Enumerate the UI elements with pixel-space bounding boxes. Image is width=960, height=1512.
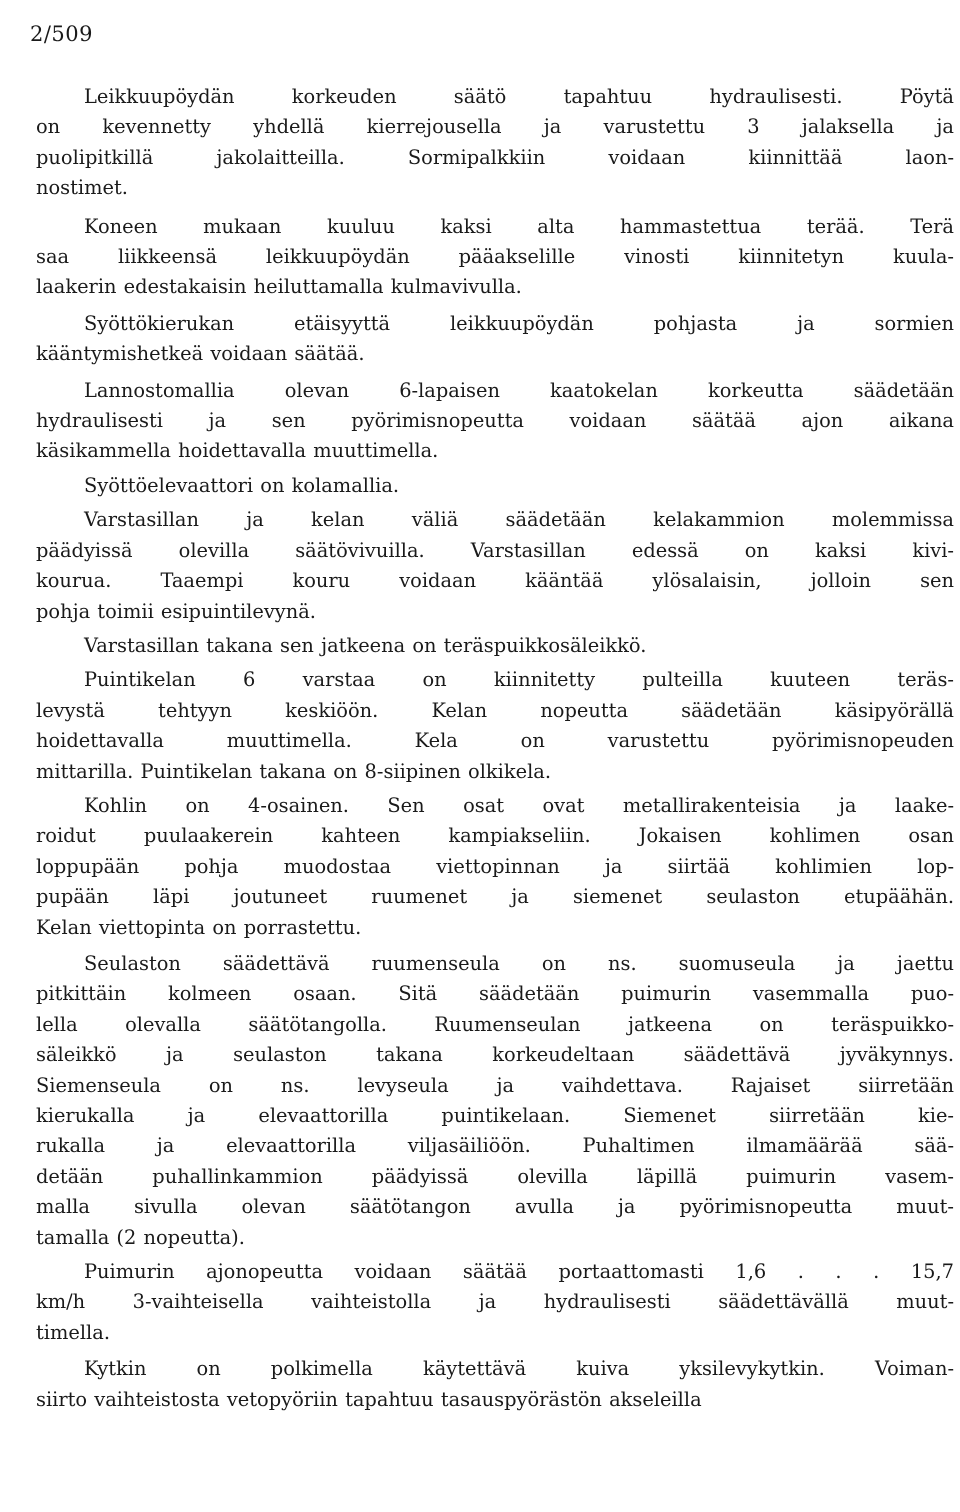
text-line: hydraulisesti ja sen pyörimisnopeutta voidaan säätää ajon aikana bbox=[36, 409, 954, 433]
text-line: Siemenseula on ns. levyseula ja vaihdettava. Rajaiset siirretään bbox=[36, 1073, 954, 1097]
body-text bbox=[36, 82, 954, 1419]
text-line: Kelan viettopinta on porrastettu. bbox=[36, 915, 362, 939]
text-line: hoidettavalla muuttimella. Kela on varustettu pyörimisnopeuden bbox=[36, 729, 954, 753]
text-line: kääntymishetkeä voidaan säätää. bbox=[36, 342, 365, 366]
text-line: tamalla (2 nopeutta). bbox=[36, 1225, 245, 1249]
text-line: nostimet. bbox=[36, 176, 128, 200]
paragraph bbox=[36, 1354, 954, 1415]
text-line: kourua. Taaempi kouru voidaan kääntää ylösalaisin, jolloin sen bbox=[36, 569, 954, 593]
paragraph bbox=[36, 212, 954, 303]
text-line: siirto vaihteistosta vetopyöriin tapahtuu tasauspyörästön akseleilla bbox=[36, 1387, 702, 1411]
text-line: puolipitkillä jakolaitteilla. Sormipalkkiin voidaan kiinnittää laon- bbox=[36, 145, 954, 169]
text-line: km/h 3-vaihteisella vaihteistolla ja hydraulisesti säädettävällä muut- bbox=[36, 1290, 954, 1314]
text-line: roidut puulaakerein kahteen kampiakseliin. Jokaisen kohlimen osan bbox=[36, 824, 954, 848]
text-line: pitkittäin kolmeen osaan. Sitä säädetään puimurin vasemmalla puo- bbox=[36, 982, 954, 1006]
text-line: Leikkuupöydän korkeuden säätö tapahtuu hydraulisesti. Pöytä bbox=[84, 85, 954, 108]
paragraph bbox=[36, 949, 954, 1253]
paragraph bbox=[36, 309, 954, 370]
text-line: Koneen mukaan kuuluu kaksi alta hammastettua terää. Terä bbox=[84, 214, 954, 238]
text-line: säleikkö ja seulaston takana korkeudeltaan säädettävä jyväkynnys. bbox=[36, 1043, 954, 1067]
text-line: on kevennetty yhdellä kierrejousella ja varustettu 3 jalaksella ja bbox=[36, 115, 954, 139]
text-line: timella. bbox=[36, 1320, 110, 1344]
text-line: malla sivulla olevan säätötangon avulla ja pyörimisnopeutta muut- bbox=[36, 1195, 954, 1219]
text-line: Varstasillan takana sen jatkeena on teräspuikkosäleikkö. bbox=[84, 633, 647, 657]
paragraph bbox=[36, 1257, 954, 1348]
text-line: käsikammella hoidettavalla muuttimella. bbox=[36, 439, 439, 463]
text-line: laakerin edestakaisin heiluttamalla kulmavivulla. bbox=[36, 275, 522, 299]
text-line: Puimurin ajonopeutta voidaan säätää portaattomasti 1,6 . . . 15,7 bbox=[84, 1260, 954, 1284]
text-line: päädyissä olevilla säätövivuilla. Varstasillan edessä on kaksi kivi- bbox=[36, 538, 954, 562]
paragraph bbox=[36, 665, 954, 787]
text-line: detään puhallinkammion päädyissä olevilla läpillä puimurin vasem- bbox=[36, 1164, 954, 1188]
text-line: Syöttöelevaattori on kolamallia. bbox=[84, 473, 400, 497]
text-line: pohja toimii esipuintilevynä. bbox=[36, 599, 316, 623]
text-line: levystä tehtyyn keskiöön. Kelan nopeutta säädetään käsipyörällä bbox=[36, 698, 954, 722]
text-line: Varstasillan ja kelan väliä säädetään kelakammion molemmissa bbox=[84, 508, 954, 532]
page-number: 2/509 bbox=[30, 22, 94, 46]
paragraph bbox=[36, 471, 954, 501]
text-line: Kohlin on 4-osainen. Sen osat ovat metallirakenteisia ja laake- bbox=[84, 793, 954, 817]
text-line: Puintikelan 6 varstaa on kiinnitetty pulteilla kuuteen teräs- bbox=[84, 668, 954, 692]
paragraph bbox=[36, 791, 954, 943]
paragraph bbox=[36, 376, 954, 467]
text-line: Kytkin on polkimella käytettävä kuiva yksilevykytkin. Voiman- bbox=[84, 1357, 954, 1381]
paragraph bbox=[36, 505, 954, 627]
text-line: lella olevalla säätötangolla. Ruumenseulan jatkeena on teräspuikko- bbox=[36, 1012, 954, 1036]
text-line: rukalla ja elevaattorilla viljasäiliöön. Puhaltimen ilmamäärää sää- bbox=[36, 1134, 954, 1158]
text-line: Syöttökierukan etäisyyttä leikkuupöydän pohjasta ja sormien bbox=[84, 311, 954, 335]
text-line: pupään läpi joutuneet ruumenet ja siemenet seulaston etupäähän. bbox=[36, 885, 954, 909]
text-line: kierukalla ja elevaattorilla puintikelaan. Siemenet siirretään kie- bbox=[36, 1104, 954, 1127]
paragraph bbox=[36, 631, 954, 661]
text-line: loppupään pohja muodostaa viettopinnan ja siirtää kohlimien lop- bbox=[36, 854, 954, 878]
paragraph bbox=[36, 82, 954, 204]
text-line: Lannostomallia olevan 6-lapaisen kaatokelan korkeutta säädetään bbox=[84, 378, 954, 402]
text-line: saa liikkeensä leikkuupöydän pääakselille vinosti kiinnitetyn kuula- bbox=[36, 245, 954, 269]
text-line: Seulaston säädettävä ruumenseula on ns. suomuseula ja jaettu bbox=[84, 951, 954, 975]
text-line: mittarilla. Puintikelan takana on 8-siipinen olkikela. bbox=[36, 759, 552, 783]
